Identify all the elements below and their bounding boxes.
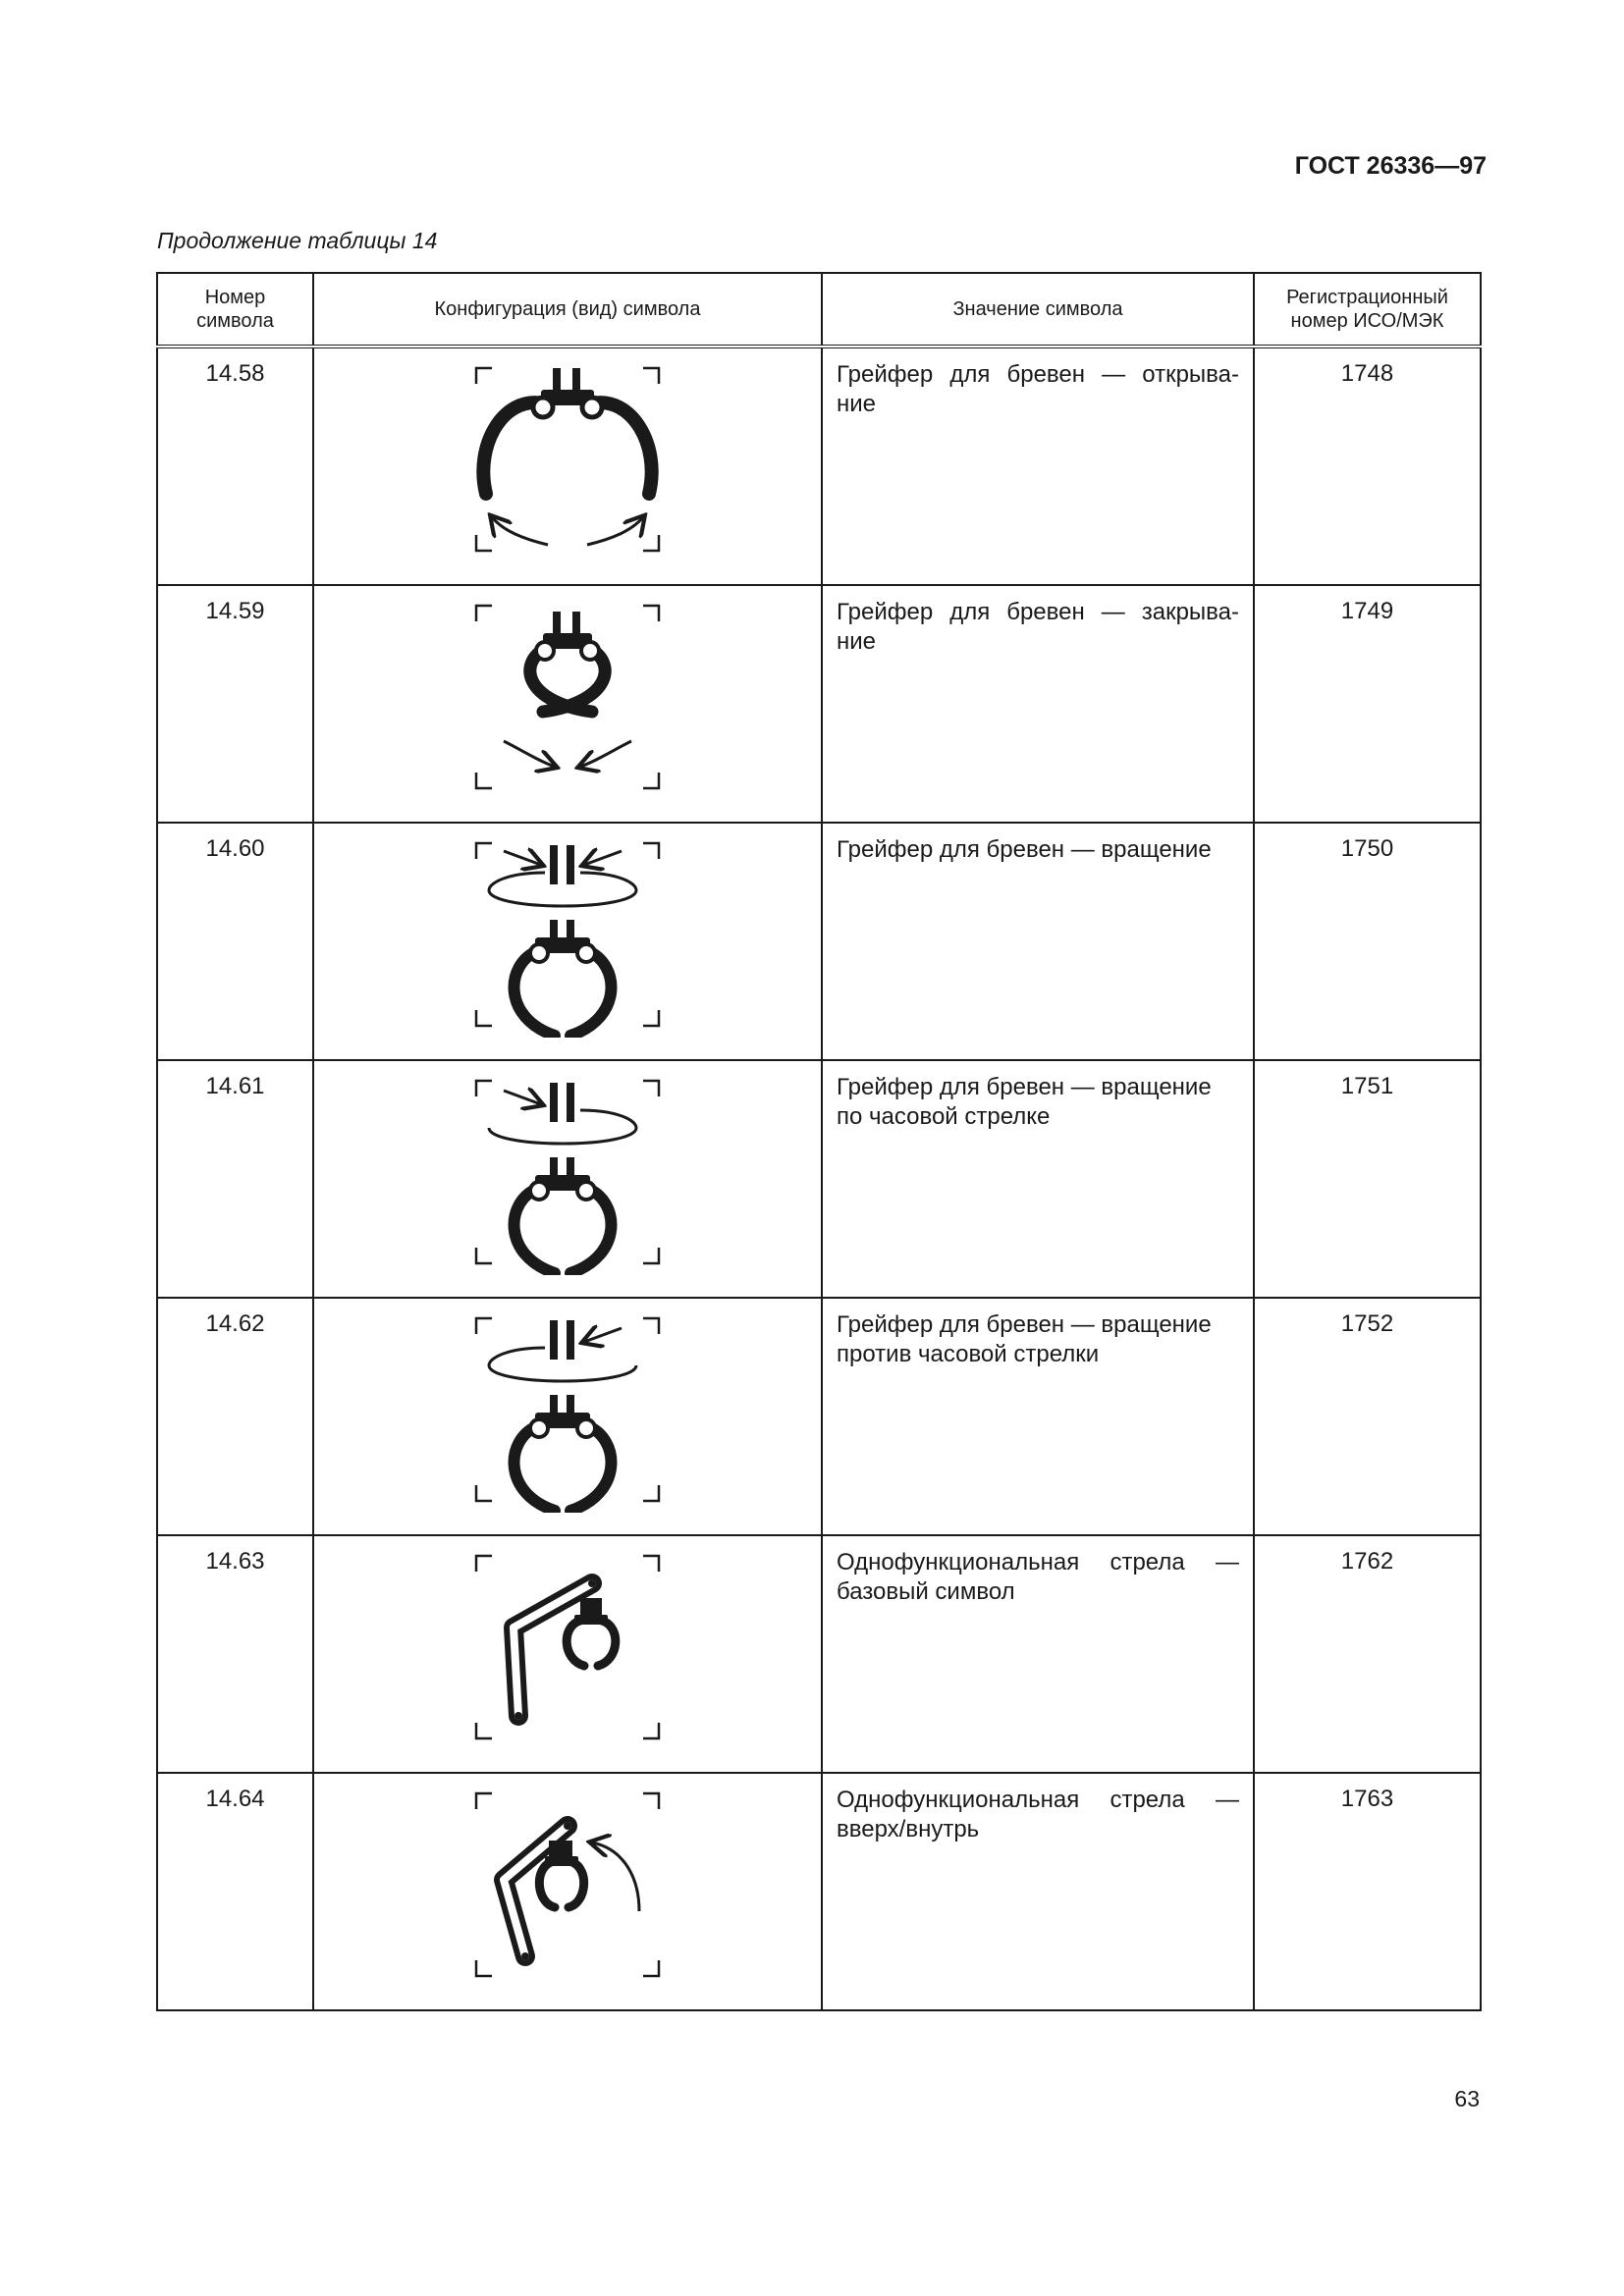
boom-up-in-icon — [464, 1782, 671, 1988]
symbol-number: 14.59 — [157, 585, 313, 823]
registration-number: 1762 — [1254, 1535, 1481, 1773]
symbol-meaning — [822, 585, 1254, 823]
header-registration: Регистрационный номер ИСО/МЭК — [1254, 273, 1481, 347]
grapple-rotate-ccw-icon — [464, 1307, 671, 1513]
single-function-boom-icon — [464, 1544, 671, 1750]
registration-number: 1751 — [1254, 1060, 1481, 1298]
symbol-number: 14.58 — [157, 347, 313, 585]
document-code: ГОСТ 26336—97 — [1294, 152, 1487, 180]
grapple-rotate-cw-icon — [464, 1069, 671, 1275]
meaning-line: Однофункциональная стрела — — [837, 1787, 1239, 1813]
table-caption: Продолжение таблицы 14 — [157, 228, 438, 253]
symbol-meaning — [822, 823, 1254, 1060]
registration-number: 1752 — [1254, 1298, 1481, 1535]
symbol-number: 14.60 — [157, 823, 313, 1060]
table-row — [157, 585, 1481, 823]
header-meaning: Значение символа — [822, 273, 1254, 347]
table-row — [157, 1535, 1481, 1773]
table-row — [157, 1298, 1481, 1535]
meaning-line: вверх/внутрь — [837, 1816, 980, 1842]
meaning-line: Грейфер для бревен — закрыва- — [837, 599, 1239, 625]
meaning-line: по часовой стрелке — [837, 1103, 1051, 1130]
symbol-meaning — [822, 1773, 1254, 2010]
meaning-line: Грейфер для бревен — вращение — [837, 1074, 1212, 1100]
table-row — [157, 1773, 1481, 2010]
table-header-row — [157, 273, 1481, 347]
registration-number: 1763 — [1254, 1773, 1481, 2010]
symbol-number: 14.62 — [157, 1298, 313, 1535]
symbol-meaning — [822, 1298, 1254, 1535]
header-number: Номер символа — [157, 273, 313, 347]
symbol-cell — [313, 823, 822, 1060]
meaning-line: против часовой стрелки — [837, 1341, 1100, 1367]
meaning-line: ние — [837, 628, 877, 655]
registration-number: 1749 — [1254, 585, 1481, 823]
symbol-number: 14.61 — [157, 1060, 313, 1298]
meaning-line: Грейфер для бревен — вращение — [837, 1311, 1212, 1338]
symbol-cell — [313, 1773, 822, 2010]
registration-number: 1748 — [1254, 347, 1481, 585]
grapple-rotate-icon — [464, 831, 671, 1038]
meaning-line: базовый символ — [837, 1578, 1015, 1605]
symbol-cell — [313, 1298, 822, 1535]
symbol-cell — [313, 1060, 822, 1298]
meaning-line: Грейфер для бревен — вращение — [837, 836, 1212, 863]
table-row — [157, 347, 1481, 585]
symbol-number: 14.63 — [157, 1535, 313, 1773]
symbol-cell — [313, 585, 822, 823]
grapple-close-icon — [464, 594, 671, 800]
meaning-line: Грейфер для бревен — открыва- — [837, 361, 1239, 388]
page-number: 63 — [1454, 2086, 1480, 2111]
symbol-meaning — [822, 1535, 1254, 1773]
table-row — [157, 1060, 1481, 1298]
header-configuration: Конфигурация (вид) символа — [313, 273, 822, 347]
meaning-line: ние — [837, 391, 877, 417]
registration-number: 1750 — [1254, 823, 1481, 1060]
grapple-open-icon — [464, 356, 671, 562]
symbol-number: 14.64 — [157, 1773, 313, 2010]
symbol-meaning — [822, 347, 1254, 585]
symbol-cell — [313, 347, 822, 585]
symbols-table — [156, 272, 1482, 2011]
symbol-meaning — [822, 1060, 1254, 1298]
meaning-line: Однофункциональная стрела — — [837, 1549, 1239, 1575]
symbol-cell — [313, 1535, 822, 1773]
table-row — [157, 823, 1481, 1060]
